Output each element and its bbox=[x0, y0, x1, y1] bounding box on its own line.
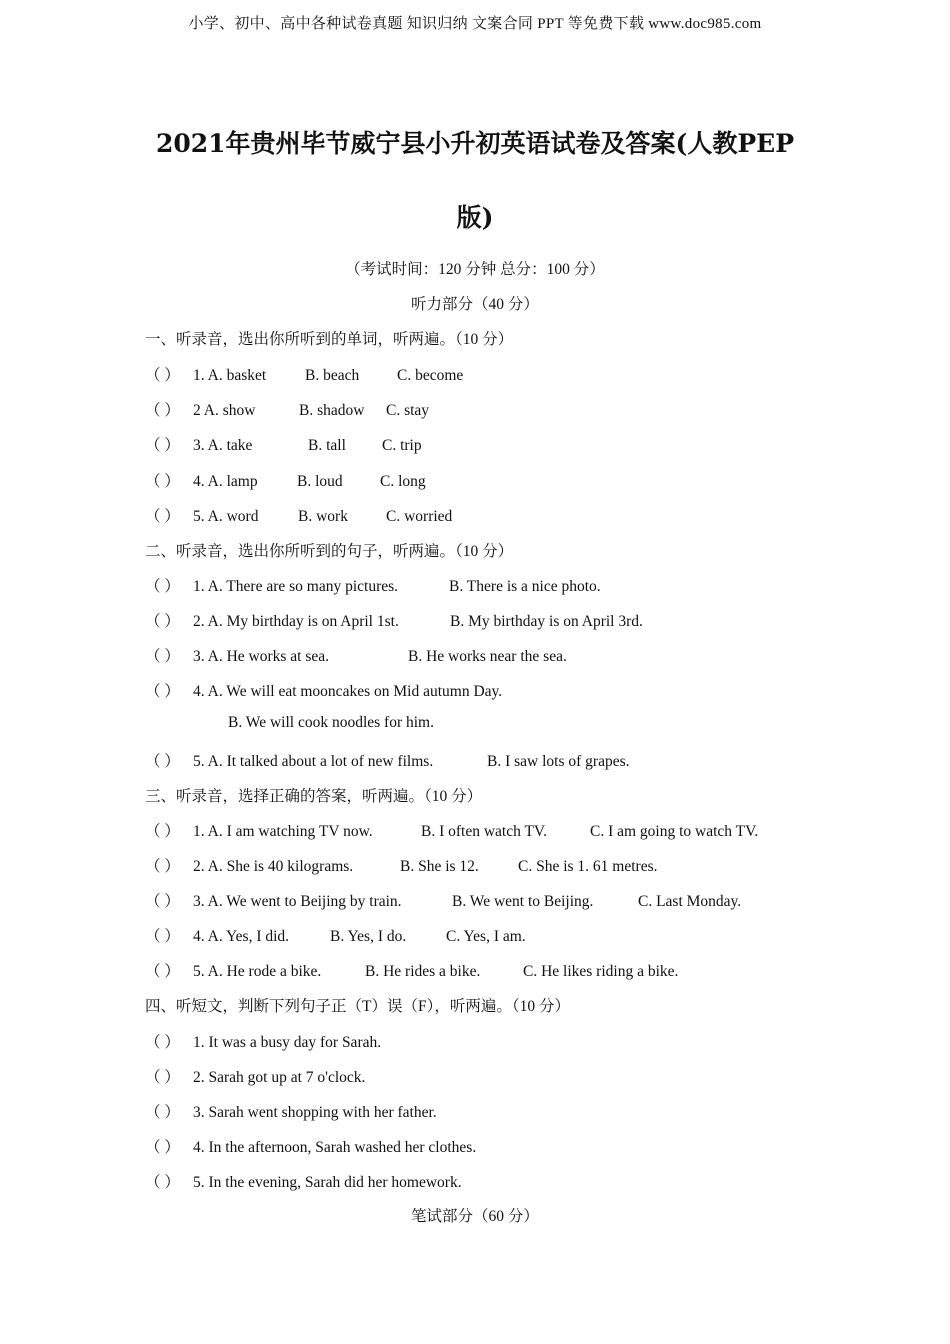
question-row bbox=[145, 854, 658, 876]
statement: 3. Sarah went shopping with her father. bbox=[193, 1104, 437, 1121]
option-b: B. She is 12. bbox=[400, 858, 479, 875]
question-row bbox=[145, 1100, 437, 1122]
answer-blank[interactable]: （ ） bbox=[145, 928, 180, 945]
answer-blank[interactable]: （ ） bbox=[145, 858, 180, 875]
answer-blank[interactable]: （ ） bbox=[145, 963, 180, 980]
option-b: B. There is a nice photo. bbox=[449, 578, 601, 595]
answer-blank[interactable]: （ ） bbox=[145, 508, 180, 525]
question-row bbox=[145, 398, 429, 420]
page-title-line-1: 2021年贵州毕节威宁县小升初英语试卷及答案(人教PEP bbox=[155, 129, 795, 158]
option-b: B. He works near the sea. bbox=[408, 648, 567, 665]
option-b: B. My birthday is on April 3rd. bbox=[450, 613, 643, 630]
question-row bbox=[145, 363, 463, 385]
option-c: C. worried bbox=[386, 508, 453, 525]
option-c: C. become bbox=[397, 367, 464, 384]
option-b: B. I saw lots of grapes. bbox=[487, 753, 630, 770]
option-c: C. long bbox=[380, 473, 426, 490]
exam-info: （考试时间：120 分钟 总分：100 分） bbox=[345, 261, 605, 278]
option-a: 5. A. word bbox=[193, 508, 259, 525]
option-a: 2 A. show bbox=[193, 402, 256, 419]
option-a: 2. A. My birthday is on April 1st. bbox=[193, 613, 399, 630]
option-c: C. stay bbox=[386, 402, 430, 419]
answer-blank[interactable]: （ ） bbox=[145, 1069, 180, 1086]
option-b: B. shadow bbox=[299, 402, 365, 419]
option-a: 4. A. Yes, I did. bbox=[193, 928, 290, 945]
listening-heading: 听力部分（40 分） bbox=[411, 296, 539, 313]
question-row bbox=[145, 1135, 476, 1157]
answer-blank[interactable]: （ ） bbox=[145, 613, 180, 630]
question-row bbox=[145, 1065, 365, 1087]
question-row bbox=[145, 504, 452, 526]
question-row bbox=[145, 819, 758, 841]
question-row bbox=[145, 959, 678, 981]
answer-blank[interactable]: （ ） bbox=[145, 1139, 180, 1156]
option-a: 2. A. She is 40 kilograms. bbox=[193, 858, 354, 875]
answer-blank[interactable]: （ ） bbox=[145, 437, 180, 454]
answer-blank[interactable]: （ ） bbox=[145, 473, 180, 490]
statement: 2. Sarah got up at 7 o'clock. bbox=[193, 1069, 366, 1086]
option-a: 3. A. He works at sea. bbox=[193, 648, 330, 665]
statement: 4. In the afternoon, Sarah washed her clothes. bbox=[193, 1139, 477, 1156]
section-heading: 三、听录音，选择正确的答案，听两遍。（10 分） bbox=[145, 788, 483, 805]
answer-blank[interactable]: （ ） bbox=[145, 402, 180, 419]
option-c: C. She is 1. 61 metres. bbox=[518, 858, 658, 875]
option-b: B. We will cook noodles for him. bbox=[228, 714, 434, 731]
option-a: 3. A. We went to Beijing by train. bbox=[193, 893, 402, 910]
option-c: C. Last Monday. bbox=[638, 893, 742, 910]
answer-blank[interactable]: （ ） bbox=[145, 893, 180, 910]
question-row bbox=[145, 889, 741, 911]
question-row bbox=[145, 1030, 381, 1052]
statement: 1. It was a busy day for Sarah. bbox=[193, 1034, 382, 1051]
option-b: B. We went to Beijing. bbox=[452, 893, 594, 910]
option-a: 3. A. take bbox=[193, 437, 253, 454]
option-c: C. Yes, I am. bbox=[446, 928, 526, 945]
section-heading: 一、听录音，选出你所听到的单词，听两遍。（10 分） bbox=[145, 331, 514, 348]
answer-blank[interactable]: （ ） bbox=[145, 683, 180, 700]
option-a: 5. A. It talked about a lot of new films. bbox=[193, 753, 434, 770]
option-b: B. Yes, I do. bbox=[330, 928, 407, 945]
option-c: C. I am going to watch TV. bbox=[590, 823, 759, 840]
answer-blank[interactable]: （ ） bbox=[145, 1034, 180, 1051]
site-banner: 小学、初中、高中各种试卷真题 知识归纳 文案合同 PPT 等免费下载 www.doc985.com bbox=[188, 16, 762, 32]
option-a: 1. A. There are so many pictures. bbox=[193, 578, 399, 595]
option-b: B. work bbox=[298, 508, 348, 525]
answer-blank[interactable]: （ ） bbox=[145, 367, 180, 384]
answer-blank[interactable]: （ ） bbox=[145, 648, 180, 665]
option-b: B. beach bbox=[305, 367, 360, 384]
question-row bbox=[145, 469, 426, 491]
answer-blank[interactable]: （ ） bbox=[145, 1174, 180, 1191]
option-a: 4. A. We will eat mooncakes on Mid autumn Day. bbox=[193, 683, 503, 700]
option-a: 1. A. I am watching TV now. bbox=[193, 823, 373, 840]
option-b: B. tall bbox=[308, 437, 346, 454]
answer-blank[interactable]: （ ） bbox=[145, 578, 180, 595]
section-heading: 二、听录音，选出你所听到的句子，听两遍。（10 分） bbox=[145, 543, 514, 560]
option-a: 4. A. lamp bbox=[193, 473, 258, 490]
answer-blank[interactable]: （ ） bbox=[145, 1104, 180, 1121]
option-a: 5. A. He rode a bike. bbox=[193, 963, 322, 980]
question-row bbox=[145, 679, 502, 701]
answer-blank[interactable]: （ ） bbox=[145, 753, 180, 770]
question-row bbox=[145, 433, 422, 455]
section-heading: 四、听短文，判断下列句子正（T）误（F），听两遍。（10 分） bbox=[145, 998, 570, 1015]
option-b: B. loud bbox=[297, 473, 343, 490]
option-b: B. I often watch TV. bbox=[421, 823, 547, 840]
writing-heading: 笔试部分（60 分） bbox=[411, 1208, 539, 1225]
question-row bbox=[145, 609, 643, 631]
question-row bbox=[145, 1170, 462, 1192]
option-a: 1. A. basket bbox=[193, 367, 267, 384]
statement: 5. In the evening, Sarah did her homework. bbox=[193, 1174, 462, 1191]
option-c: C. trip bbox=[382, 437, 422, 454]
question-row bbox=[145, 749, 630, 771]
page-title-line-2: 版) bbox=[456, 203, 494, 232]
option-b: B. He rides a bike. bbox=[365, 963, 481, 980]
question-row bbox=[145, 644, 567, 666]
question-row bbox=[145, 574, 601, 596]
option-c: C. He likes riding a bike. bbox=[523, 963, 679, 980]
answer-blank[interactable]: （ ） bbox=[145, 823, 180, 840]
question-row bbox=[145, 924, 526, 946]
